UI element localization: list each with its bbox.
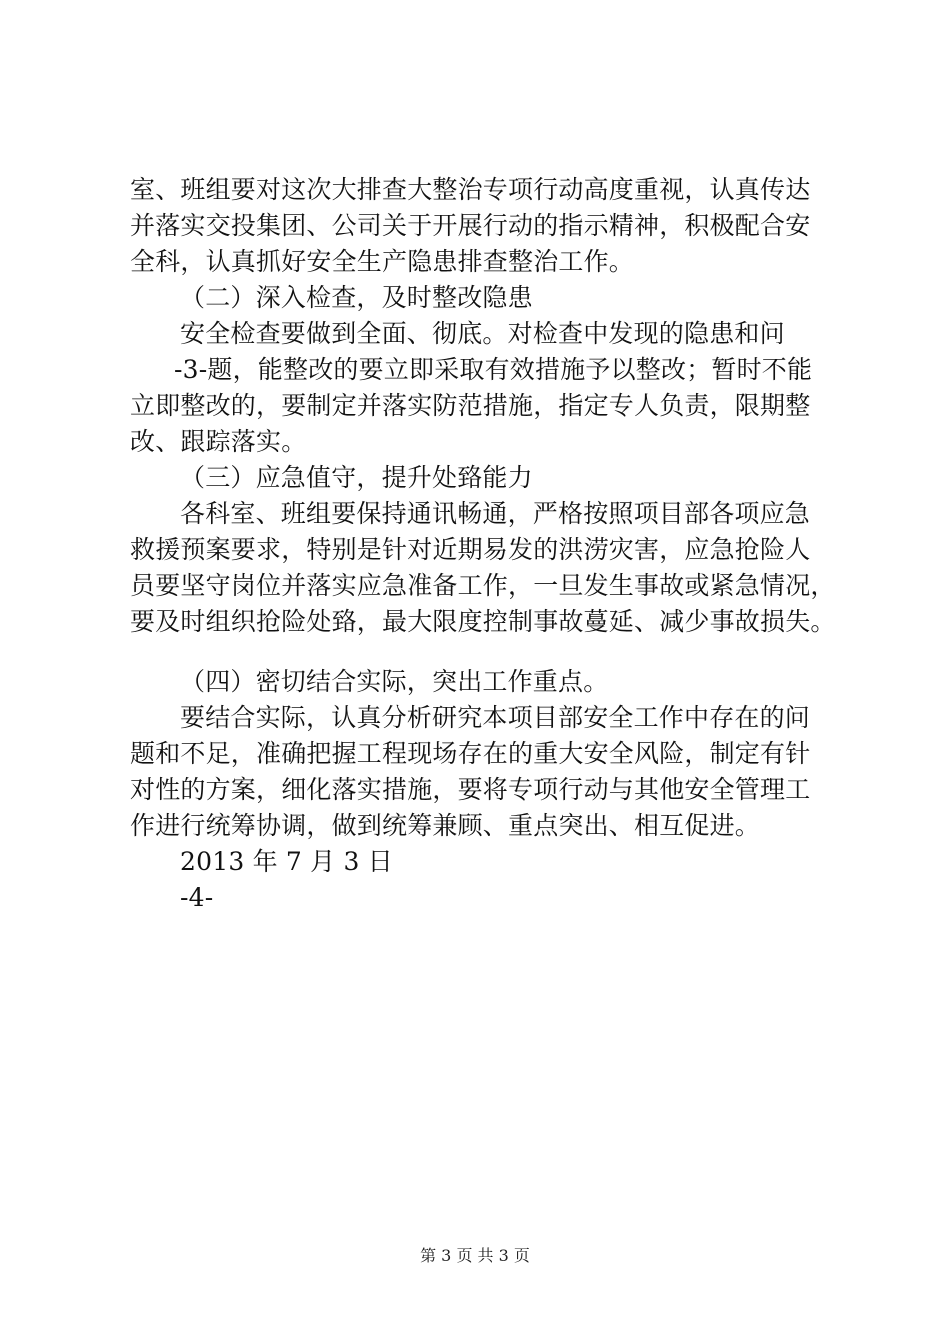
body-text-line: 安全检查要做到全面、彻底。对检查中发现的隐患和问	[180, 319, 785, 348]
body-text-line: 各科室、班组要保持通讯畅通，严格按照项目部各项应急	[180, 499, 811, 528]
body-text-line: 救援预案要求，特别是针对近期易发的洪涝灾害，应急抢险人	[130, 535, 811, 564]
body-text-line: 并落实交投集团、公司关于开展行动的指示精神，积极配合安	[130, 211, 811, 240]
body-text-line: 对性的方案，细化落实措施，要将专项行动与其他安全管理工	[130, 775, 811, 804]
body-text-line: 题和不足，准确把握工程现场存在的重大安全风险，制定有针	[130, 739, 811, 768]
body-text-line: 室、班组要对这次大排查大整治专项行动高度重视，认真传达	[130, 175, 811, 204]
body-text-line: 要及时组织抢险处臵，最大限度控制事故蔓延、减少事故损失。	[130, 607, 836, 636]
body-text-line: 作进行统筹协调，做到统筹兼顾、重点突出、相互促进。	[130, 811, 761, 840]
body-text-line: -3-题，能整改的要立即采取有效措施予以整改；暂时不能	[174, 355, 813, 384]
body-text-line: 员要坚守岗位并落实应急准备工作，一旦发生事故或紧急情况，	[130, 571, 836, 600]
section-heading: （四）密切结合实际，突出工作重点。	[180, 667, 609, 696]
body-text-line: 全科，认真抓好安全生产隐患排查整治工作。	[130, 247, 635, 276]
inline-page-number: -4-	[180, 883, 214, 912]
body-text-line: 改、跟踪落实。	[130, 427, 307, 456]
section-heading: （二）深入检查，及时整改隐患	[180, 283, 533, 312]
body-text-line: 立即整改的，要制定并落实防范措施，指定专人负责，限期整	[130, 391, 811, 420]
section-heading: （三）应急值守，提升处臵能力	[180, 463, 533, 492]
page-footer: 第 3 页 共 3 页	[420, 1246, 530, 1265]
document-date: 2013 年 7 月 3 日	[180, 847, 393, 876]
body-text-line: 要结合实际，认真分析研究本项目部安全工作中存在的问	[180, 703, 811, 732]
